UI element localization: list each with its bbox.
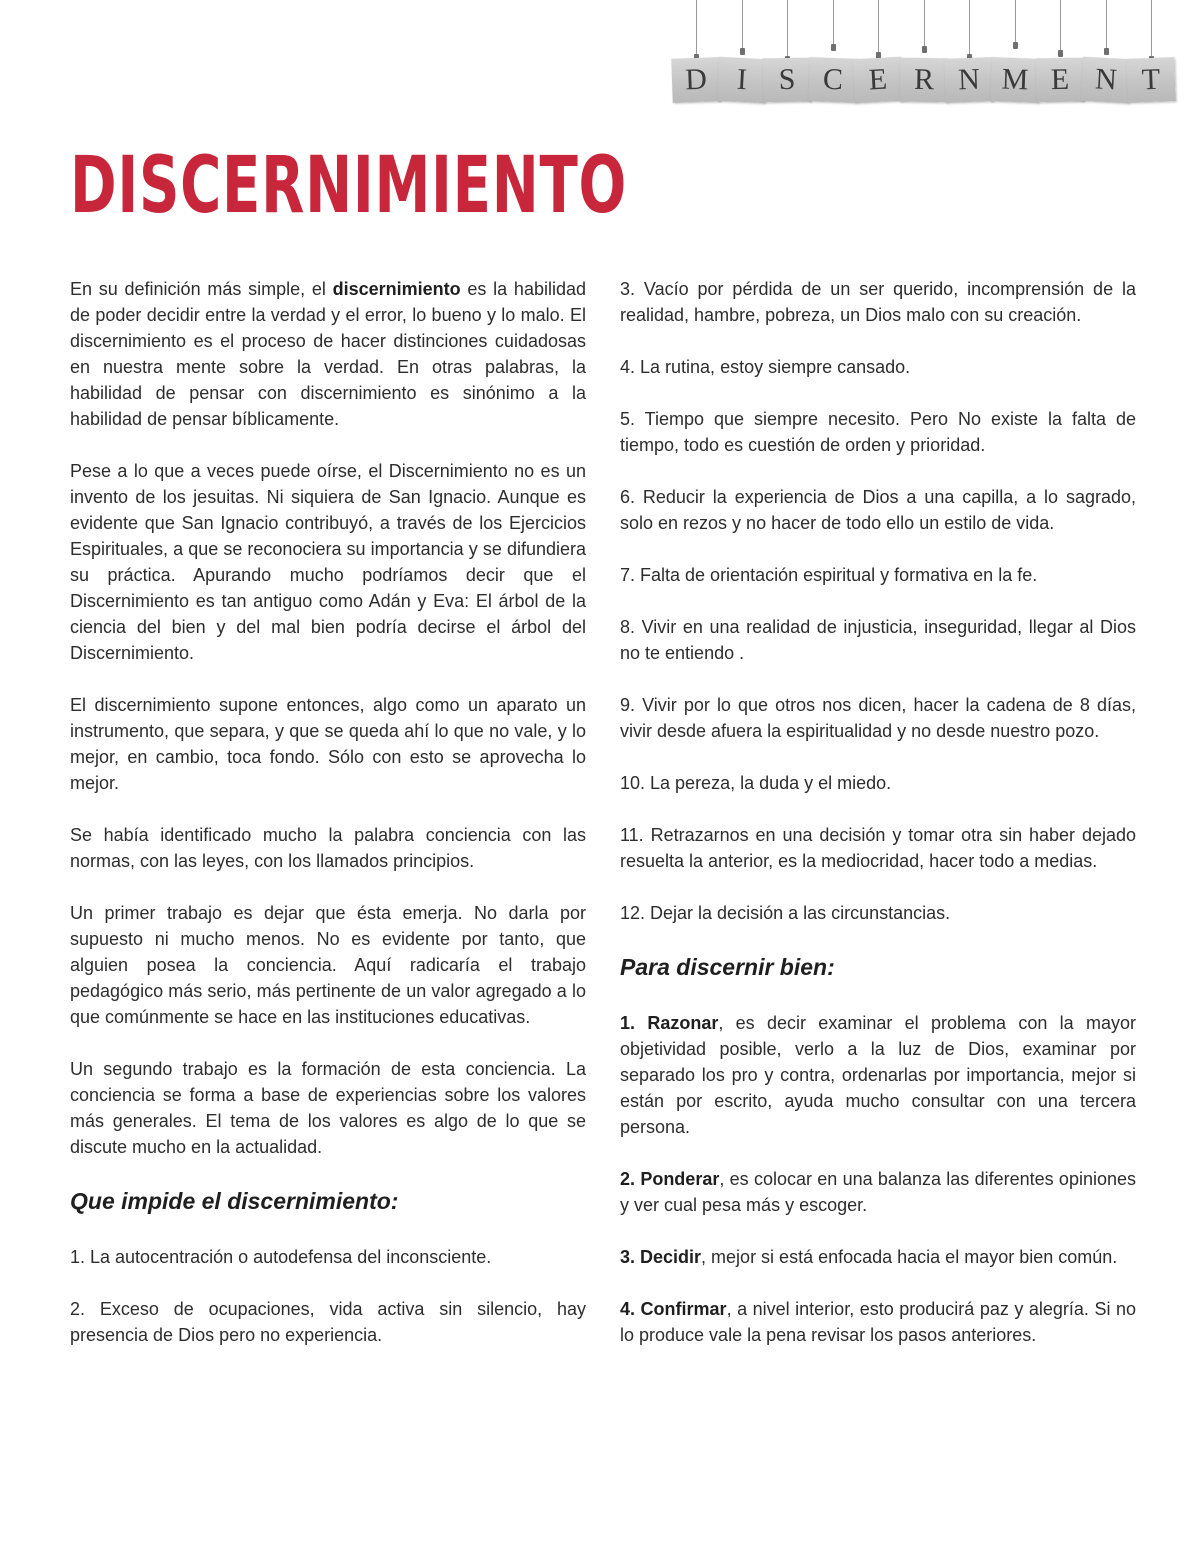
banner-letter-card: E	[1036, 58, 1085, 103]
right-column	[620, 276, 1136, 1374]
step-name: Confirmar	[640, 1299, 727, 1319]
banner-letter-card: S	[763, 58, 812, 103]
banner-string	[969, 0, 970, 58]
step-item	[620, 1010, 1136, 1140]
step-text: , es colocar en una balanza las diferentes opiniones y ver cual pesa más y escoger.	[620, 1169, 1136, 1215]
banner-peg	[831, 44, 836, 51]
banner-string	[1151, 0, 1152, 60]
banner-letter-card: E	[853, 57, 903, 103]
step-text: , a nivel interior, esto producirá paz y alegría. Si no lo produce vale la pena revisar los pasos anteriores.	[620, 1299, 1137, 1345]
obstacle-item: 11. Retrazarnos en una decisión y tomar otra sin haber dejado resuelta la anterior, es la mediocridad, hacer todo a medias.	[620, 825, 1136, 871]
step-name: Razonar	[647, 1013, 719, 1033]
step-number: 1.	[620, 1013, 648, 1033]
step-number: 2.	[620, 1169, 641, 1189]
banner-string	[833, 0, 834, 48]
obstacle-item: 7. Falta de orientación espiritual y formativa en la fe.	[620, 565, 1038, 585]
intro-text-end: es la habilidad de poder decidir entre la verdad y el error, lo bueno y lo malo. El discernimiento es el proceso de hacer distinciones cuidadosas en nuestra mente sobre la verdad. En otras palabras, la habilidad de pensar con discernimiento es sinónimo a la habilidad de pensar bíblicamente.	[70, 279, 586, 429]
discernment-banner-image	[668, 0, 1178, 108]
page-title: DISCERNIMIENTO	[70, 141, 627, 231]
banner-string	[696, 0, 697, 58]
banner-string	[1015, 0, 1016, 46]
obstacle-item: 12. Dejar la decisión a las circunstancias.	[620, 903, 951, 923]
banner-string	[787, 0, 788, 60]
step-item	[620, 1296, 1136, 1348]
paragraph-second-work: Un segundo trabajo es la formación de esta conciencia. La conciencia se forma a base de experiencias sobre los valores más generales. El tema de los valores es algo de lo que se discute mucho en la actualidad.	[70, 1059, 586, 1157]
step-text: , mejor si está enfocada hacia el mayor bien común.	[701, 1247, 1118, 1267]
obstacle-item: 8. Vivir en una realidad de injusticia, inseguridad, llegar al Dios no te entiendo .	[620, 617, 1136, 663]
obstacle-item: 3. Vacío por pérdida de un ser querido, incomprensión de la realidad, hambre, pobreza, un Dios malo con su creación.	[620, 279, 1136, 325]
banner-letter-card: N	[944, 57, 994, 103]
obstacle-item: 6. Reducir la experiencia de Dios a una capilla, a lo sagrado, solo en rezos y no hacer de todo ello un estilo de vida.	[620, 487, 1136, 533]
banner-string	[878, 0, 879, 56]
banner-letter-card: C	[808, 57, 858, 103]
banner-letter-card: T	[1126, 57, 1176, 103]
banner-letter-card: N	[1080, 57, 1130, 103]
obstacle-item: 9. Vivir por lo que otros nos dicen, hacer la cadena de 8 días, vivir desde afuera la espiritualidad y no desde nuestro pozo.	[620, 695, 1136, 741]
banner-letter-card: D	[671, 57, 721, 103]
obstacle-item: 2. Exceso de ocupaciones, vida activa sin silencio, hay presencia de Dios pero no experiencia.	[70, 1299, 586, 1345]
banner-string	[742, 0, 743, 52]
step-name: Ponderar	[640, 1169, 720, 1189]
obstacle-item: 5. Tiempo que siempre necesito. Pero No existe la falta de tiempo, todo es cuestión de orden y prioridad.	[620, 409, 1136, 455]
step-text: , es decir examinar el problema con la mayor objetividad posible, verlo a la luz de Dios, examinar por separado los pro y contra, ordenarlas por importancia, mejor si están por escrito, ayuda mucho consultar con una tercera persona.	[620, 1013, 1136, 1137]
step-item	[620, 1166, 1136, 1218]
obstacle-item: 4. La rutina, estoy siempre cansado.	[620, 357, 911, 377]
banner-letter-card: I	[716, 57, 766, 103]
paragraph-conscience-norms: Se había identificado mucho la palabra conciencia con las normas, con las leyes, con los llamados principios.	[70, 825, 586, 871]
left-column	[70, 276, 586, 1374]
obstacle-item: 1. La autocentración o autodefensa del inconsciente.	[70, 1247, 492, 1267]
paragraph-apparatus: El discernimiento supone entonces, algo como un aparato un instrumento, que separa, y que se queda ahí lo que no vale, y lo mejor, en cambio, toca fondo. Sólo con esto se aprovecha lo mejor.	[70, 695, 586, 793]
banner-string	[1060, 0, 1061, 54]
banner-peg	[922, 46, 927, 53]
banner-peg	[1104, 48, 1109, 55]
heading-steps: Para discernir bien:	[620, 954, 835, 980]
intro-text-start: En su definición más simple, el	[70, 279, 333, 299]
step-number: 3.	[620, 1247, 641, 1267]
paragraph-first-work: Un primer trabajo es dejar que ésta emerja. No darla por supuesto ni mucho menos. No es evidente por tanto, que alguien posea la conciencia. Aquí radicaría el trabajo pedagógico más serio, más pertinente de un valor agregado a lo que comúnmente se hace en las instituciones educativas.	[70, 903, 586, 1027]
intro-bold-term: discernimiento	[332, 279, 461, 299]
banner-letter-card: M	[990, 57, 1040, 103]
banner-peg	[1013, 42, 1018, 49]
banner-letter-card: R	[899, 58, 948, 103]
obstacle-item: 10. La pereza, la duda y el miedo.	[620, 773, 892, 793]
banner-peg	[740, 48, 745, 55]
heading-obstacles: Que impide el discernimiento:	[70, 1188, 399, 1214]
intro-paragraph	[70, 276, 586, 432]
paragraph-jesuits: Pese a lo que a veces puede oírse, el Discernimiento no es un invento de los jesuitas. Ni siquiera de San Ignacio. Aunque es evidente que San Ignacio contribuyó, a través de los Ejercicios Espirituales, a que se reconociera su importancia y se difundiera su práctica. Apurando mucho podríamos decir que el Discernimiento es tan antiguo como Adán y Eva: El árbol de la ciencia del bien y del mal bien podría decirse el árbol del Discernimiento.	[70, 461, 586, 663]
banner-peg	[1058, 50, 1063, 57]
step-number: 4.	[620, 1299, 641, 1319]
banner-string	[1106, 0, 1107, 52]
banner-string	[924, 0, 925, 50]
step-item	[620, 1244, 1136, 1270]
step-name: Decidir	[640, 1247, 702, 1267]
